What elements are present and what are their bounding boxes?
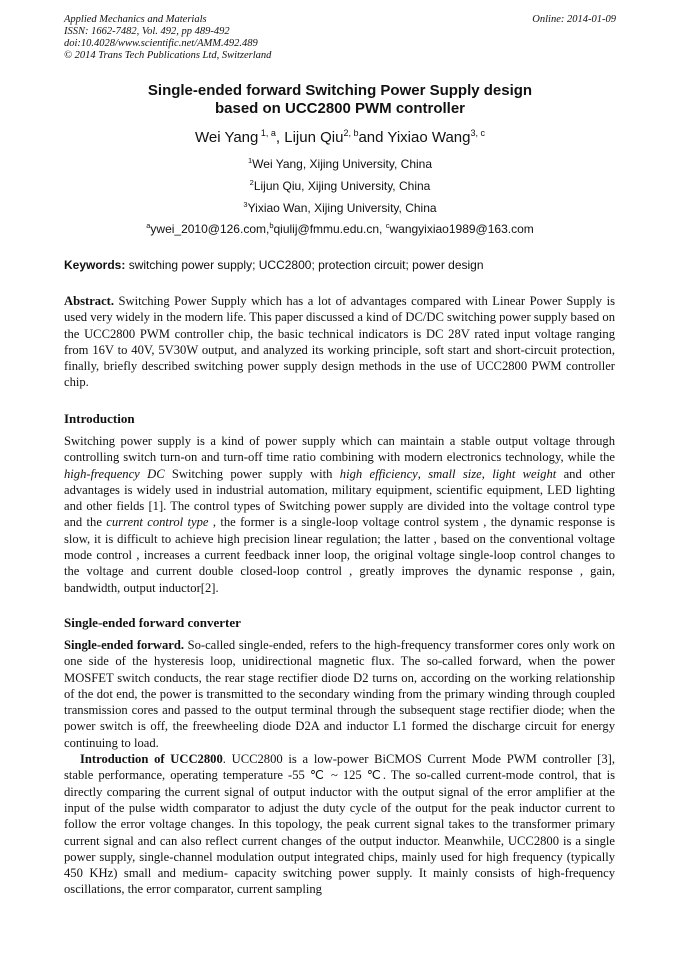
author-name: Wei Yang	[194, 129, 259, 146]
email-address: qiulij@fmmu.edu.cn,	[273, 222, 386, 236]
intro-text: Switching power supply with	[164, 466, 340, 481]
section-heading-introduction: Introduction	[64, 411, 135, 426]
intro-text: ,	[481, 466, 493, 481]
journal-issn: ISSN: 1662-7482, Vol. 492, pp 489-492	[64, 26, 230, 37]
email-marker: b	[269, 221, 274, 230]
intro-text: and other advantages is widely used in industrial automation, military equipment, scientific equipment, LED lighting and other fields [1]. The control types of Switching power supply are divided into the voltage control type and the	[64, 466, 615, 530]
intro-emphasis: light weight	[492, 466, 557, 481]
paper-title	[64, 82, 616, 118]
affiliation-1	[64, 157, 616, 171]
email-address: ywei_2010@126.com,	[150, 222, 270, 236]
intro-text: ,	[417, 466, 429, 481]
email-marker: c	[385, 221, 390, 230]
author-marker: 1, a	[258, 128, 276, 138]
journal-header	[64, 14, 616, 62]
keywords-label: Keywords:	[64, 258, 126, 272]
affiliation-2	[64, 179, 616, 193]
author-list	[64, 128, 616, 148]
paragraph-label: Introduction of UCC2800	[80, 752, 223, 767]
title-line-1: Single-ended forward Switching Power Supply design	[147, 82, 533, 99]
author-name: Lijun Qiu	[284, 129, 344, 146]
title-line-2: based on UCC2800 PWM controller	[214, 100, 466, 117]
keywords-line	[64, 258, 616, 272]
single-ended-forward-paragraph	[64, 637, 615, 751]
affiliation-text: Wei Yang, Xijing University, China	[252, 157, 433, 171]
journal-doi: doi:10.4028/www.scientific.net/AMM.492.489	[64, 38, 258, 49]
intro-text: , the former is a single-loop voltage control system , the dynamic response is slow, it is difficult to achieve high precision linear regulation; the latter , based on the conventional voltage mode control , increases a current feedback inner loop, the original voltage single-loop control changes to the voltage and current double closed-loop control , greatly improves the dynamic response , gain, bandwidth, output inductor[2].	[64, 515, 615, 595]
email-line	[64, 222, 616, 236]
journal-name: Applied Mechanics and Materials	[64, 14, 207, 25]
affiliation-3	[64, 201, 616, 215]
converter-section-body	[64, 637, 615, 898]
affiliation-marker: 2	[249, 178, 254, 187]
introduction-paragraph	[64, 433, 615, 596]
affiliation-text: Yixiao Wan, Xijing University, China	[247, 201, 437, 215]
author-name: and Yixiao Wang	[358, 129, 471, 146]
abstract-paragraph	[64, 293, 615, 391]
paragraph-text: . UCC2800 is a low-power BiCMOS Current Mode PWM controller [3], stable performance, operating temperature -55 ℃ ~ 125 ℃. The so-called current-mode control, that is directly comparing the current signal of output inductor with the output signal of the error amplifier at the input of the pulse width comparator to adjust the duty cycle of the output for the peak inductor current to follow the error voltage changes. In this topology, the peak current signal takes to the transformer primary current signal and can also reflect current changes of the output inductor. Meanwhile, UCC2800 is a single power supply, single-channel modulation output integrated chips, mainly used for high frequency (typically 450 KHz) small and medium- capacity switching power supply. It mainly consists of high-frequency oscillations, the error comparator, current sampling	[64, 752, 615, 897]
online-date: Online: 2014-01-09	[532, 14, 616, 25]
affiliation-marker: 3	[243, 200, 248, 209]
intro-emphasis: high-frequency DC	[64, 466, 165, 481]
intro-emphasis: current control type	[106, 515, 209, 530]
abstract-label: Abstract.	[64, 294, 115, 308]
section-heading-converter: Single-ended forward converter	[64, 615, 241, 630]
author-marker: 3, c	[470, 128, 485, 138]
paragraph-label: Single-ended forward.	[64, 638, 185, 652]
intro-emphasis: small size	[428, 466, 482, 481]
email-marker: a	[146, 221, 151, 230]
author-separator: ,	[275, 129, 285, 146]
affiliation-text: Lijun Qiu, Xijing University, China	[253, 179, 431, 193]
keywords-text: switching power supply; UCC2800; protection circuit; power design	[125, 258, 484, 272]
author-marker: 2, b	[343, 128, 359, 138]
intro-emphasis: high efficiency	[339, 466, 418, 481]
journal-copyright: © 2014 Trans Tech Publications Ltd, Switzerland	[64, 50, 272, 61]
email-address: wangyixiao1989@163.com	[389, 222, 534, 236]
paragraph-text: So-called single-ended, refers to the high-frequency transformer cores only work on one side of the hysteresis loop, unidirectional magnetic flux. The so-called forward, when the power MOSFET switch conducts, the rear stage rectifier diode D2 turns on, according on the working relationship of the dot end, the power is transmitted to the secondary winding from the primary winding through coupled transmission cores and passed to the output terminal through the subsequent stage rectifier diode; when the power switch is off, the freewheeling diode D2A and inductor L1 formed the discharge circuit for energy continuing to load.	[64, 638, 616, 750]
abstract-text: Switching Power Supply which has a lot of advantages compared with Linear Power Supply is used very widely in the modern life. This paper discussed a kind of DC/DC switching power supply based on the UCC2800 PWM controller chip, the basic technical indicators is DC 28V rated input voltage ranging from 16V to 40V, 5V30W output, and analyzed its working principle, soft start and short-circuit protection, finally, briefly described switching power supply design methods in the use of UCC2800 PWM controller chip.	[64, 294, 615, 390]
intro-text: Switching power supply is a kind of power supply which can maintain a stable output voltage through controlling switch turn-on and turn-off time ratio combining with modern electronics technology, while the	[64, 434, 615, 465]
ucc2800-paragraph	[64, 751, 615, 898]
affiliation-marker: 1	[247, 156, 253, 165]
